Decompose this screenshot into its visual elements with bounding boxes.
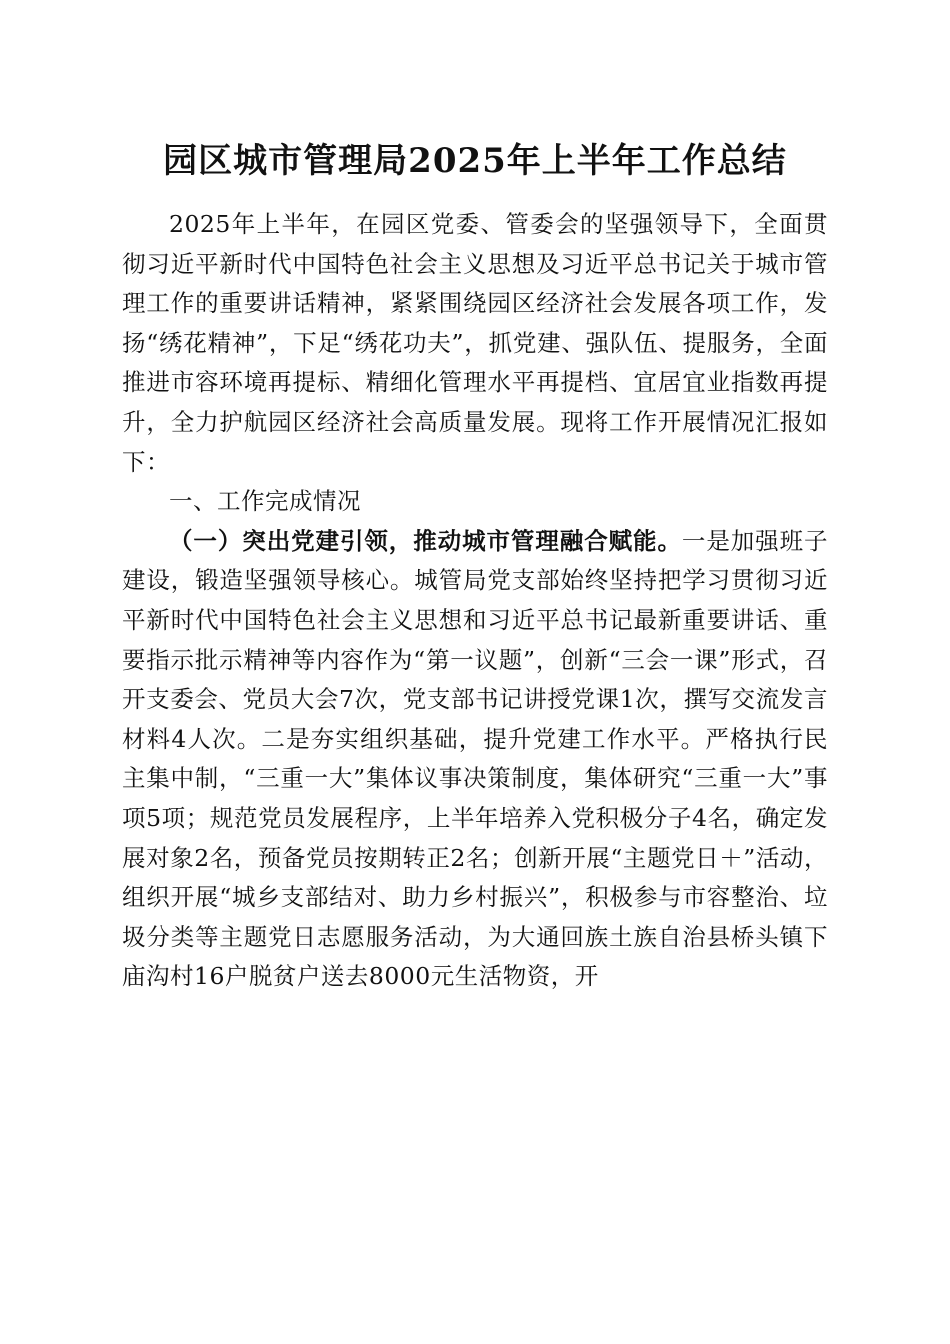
document-body xyxy=(122,205,828,997)
intro-paragraph: 2025年上半年，在园区党委、管委会的坚强领导下，全面贯彻习近平新时代中国特色社会主义思想及习近平总书记关于城市管理工作的重要讲话精神，紧紧围绕园区经济社会发展各项工作，发扬“绣花精神”，下足“绣花功夫”，抓党建、强队伍、提服务，全面推进市容环境再提标、精细化管理水平再提档、宜居宜业指数再提升，全力护航园区经济社会高质量发展。现将工作开展情况汇报如下： xyxy=(122,210,828,476)
section-heading: 一、工作完成情况 xyxy=(169,487,361,516)
subsection-text: 一是加强班子建设，锻造坚强领导核心。城管局党支部始终坚持把学习贯彻习近平新时代中国特色社会主义思想和习近平总书记最新重要讲话、重要指示批示精神等内容作为“第一议题”，创新“三会一课”形式，召开支委会、党员大会7次，党支部书记讲授党课1次，撰写交流发言材料4人次。二是夯实组织基础，提升党建工作水平。严格执行民主集中制，“三重一大”集体议事决策制度，集体研究“三重一大”事项5项；规范党员发展程序，上半年培养入党积极分子4名，确定发展对象2名，预备党员按期转正2名；创新开展“主题党日＋”活动，组织开展“城乡支部结对、助力乡村振兴”，积极参与市容整治、垃圾分类等主题党日志愿服务活动，为大通回族土族自治县桥头镇下庙沟村16户脱贫户送去8000元生活物资，开 xyxy=(122,526,829,991)
document-title: 园区城市管理局2025年上半年工作总结 xyxy=(163,141,787,181)
subsection-lead: （一）突出党建引领，推动城市管理融合赋能。 xyxy=(169,526,682,555)
subsection-paragraph xyxy=(122,522,828,997)
